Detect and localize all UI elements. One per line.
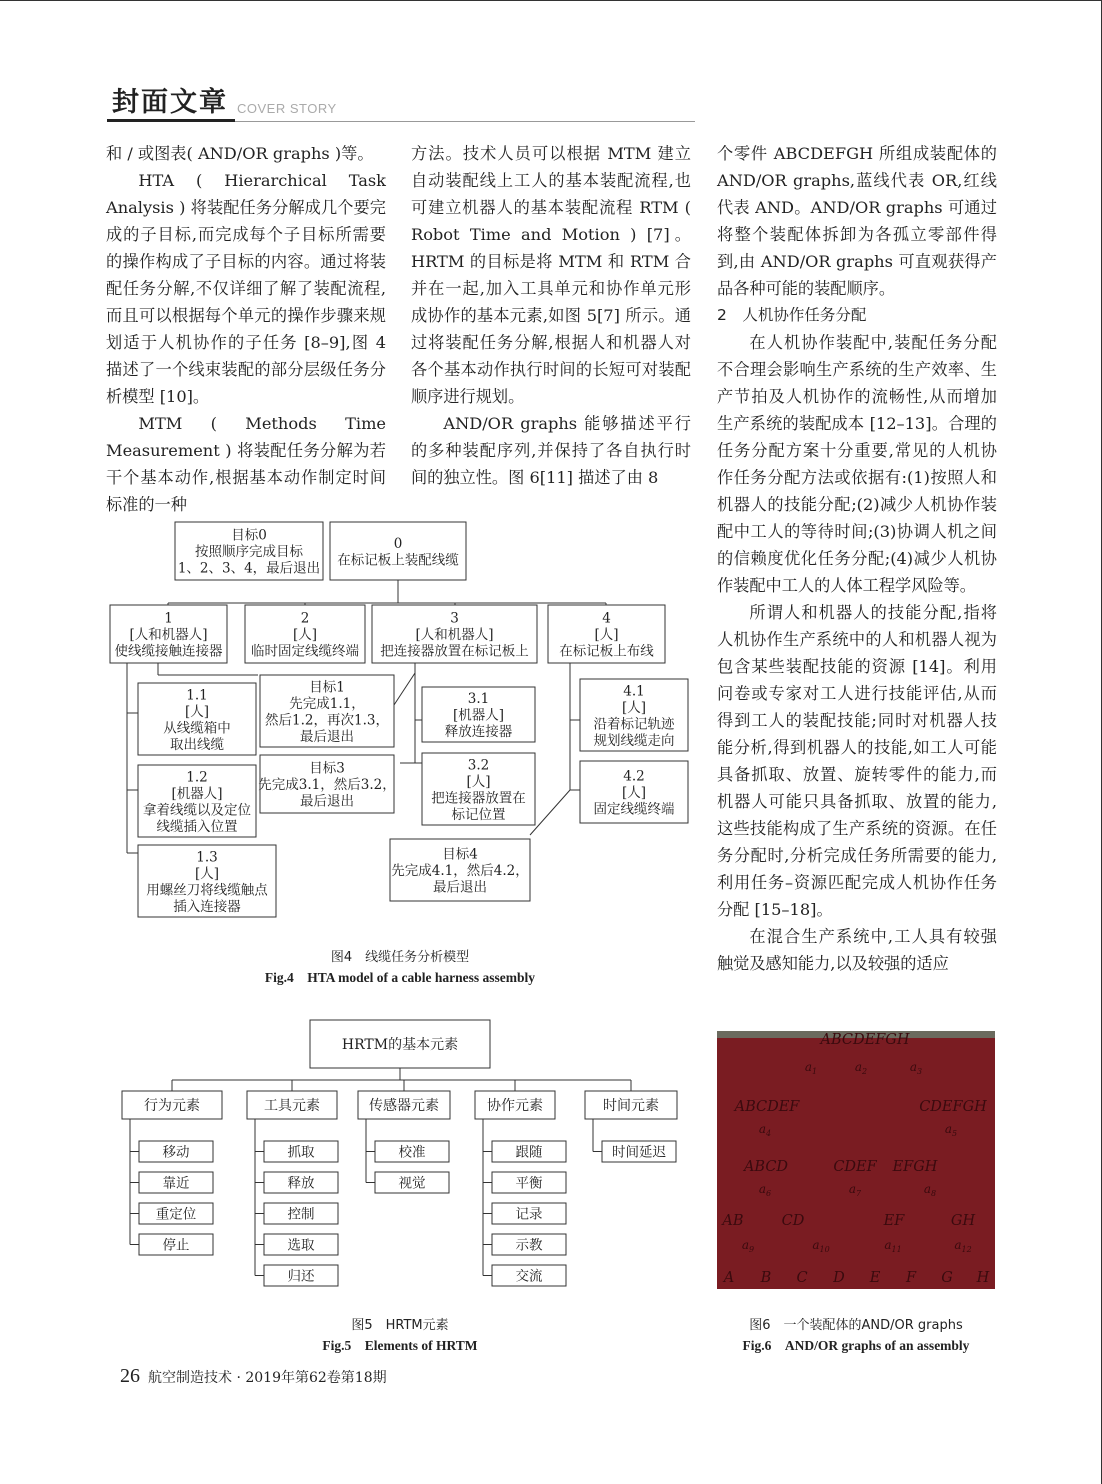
fig6-label: $a_8$ (923, 1182, 937, 1198)
section-subtitle: COVER STORY (237, 101, 337, 116)
fig5-item-label: 控制 (287, 1206, 315, 1223)
fig4-node-text: [人] (466, 773, 491, 790)
fig5-item-label: 时间延迟 (612, 1144, 666, 1161)
fig6-label: $a_4$ (758, 1122, 772, 1138)
fig5-item-label: 跟随 (515, 1144, 543, 1161)
fig4-node-text: 拿着线缆以及定位 (143, 802, 251, 819)
fig4-node-text: [人] (594, 627, 619, 643)
fig5-caption-cn: 图5 HRTM元素 (351, 1318, 449, 1333)
fig6-label: D (833, 1270, 845, 1286)
fig4-node-text: 3 (450, 610, 459, 627)
fig6-label: CD (781, 1213, 805, 1229)
fig4-node-text: 3.2 (467, 757, 490, 774)
fig5-category-label: 行为元素 (144, 1098, 200, 1114)
fig4-node-text: 4.2 (623, 768, 645, 785)
fig6-and-or-graph (717, 1031, 995, 1289)
fig4-node-text: 线缆插入位置 (156, 818, 238, 835)
fig4-node-text: [机器人] (452, 707, 505, 724)
fig5-caption-en: Fig.5 Elements of HRTM (322, 1338, 478, 1353)
fig5-category-label: 协作元素 (487, 1098, 543, 1114)
fig4-node-text: 释放连接器 (444, 724, 513, 740)
fig4-node-text: 取出线缆 (170, 736, 224, 753)
fig6-label: GH (950, 1213, 976, 1229)
fig6-label: EF (883, 1213, 905, 1229)
fig4-node-text: 4 (602, 610, 611, 627)
column-1 (106, 140, 386, 518)
fig4-node-text: 1.2 (186, 769, 208, 786)
fig4-node-text: 先完成1.1， (289, 695, 365, 712)
fig4-node-text: [人] (621, 699, 647, 716)
fig5-item-label: 靠近 (162, 1175, 190, 1192)
fig6-label: $a_5$ (944, 1122, 958, 1138)
fig5-item-label: 视觉 (398, 1175, 426, 1192)
fig4-node-text: 沿着标记轨迹 (593, 716, 675, 733)
fig6-label: G (941, 1270, 953, 1286)
paragraph: MTM ( Methods Time Measurement ) 将装配任务分解为若干个基本动作,根据基本动作制定时间标准的一种 (106, 414, 386, 514)
fig4-node-text: [人] (184, 703, 210, 720)
paragraph: 方法。技术人员可以根据 MTM 建立自动装配线上工人的基本装配流程,也可建立机器人的基本装配流程 RTM ( Robot Time and Motion ) [7]。HRTM 的目标是将 MTM 和 RTM 合并在一起,加入工具单元和协作单元形成协作的基本元素,如图 5[7] 所示。通过将装配任务分解,根据人和机器人对各个基本动作执行时间的长短可对装配顺序进行规划。 (411, 144, 691, 406)
fig4-node-text: 先完成3.1，然后3.2， (258, 777, 396, 793)
fig6-label: $a_9$ (741, 1238, 755, 1254)
fig4-node-text: 使线缆接触连接器 (114, 643, 223, 660)
header-rule (107, 119, 235, 122)
fig4-node-text: 最后退出 (300, 793, 354, 810)
fig4-node-text: 在标记板上装配线缆 (337, 552, 459, 569)
fig6-label: $a_{11}$ (884, 1238, 902, 1254)
column-2 (411, 140, 691, 491)
fig6-label: $a_{12}$ (954, 1238, 972, 1254)
column-3 (717, 140, 997, 977)
fig4-caption-en: Fig.4 HTA model of a cable harness assembly (264, 970, 536, 985)
section-title: 封面文章 (112, 87, 228, 118)
fig6-label: F (905, 1270, 917, 1286)
fig5-item-label: 交流 (515, 1268, 543, 1285)
fig5-item-label: 选取 (287, 1237, 315, 1254)
header-rule-thin (235, 121, 695, 122)
fig6-label: $a_6$ (758, 1182, 772, 1198)
fig6-caption-cn: 图6 一个装配体的AND/OR graphs (749, 1318, 963, 1333)
fig4-node-text: 1、2、3、4，最后退出 (177, 560, 321, 577)
fig4-node-text: 1.3 (196, 849, 218, 866)
fig5-item-label: 停止 (162, 1237, 190, 1254)
fig4-node-text: 1.1 (186, 687, 208, 704)
fig5-item-label: 归还 (287, 1268, 315, 1285)
fig4-node-text: 目标0 (231, 527, 267, 544)
paragraph: AND/OR graphs 能够描述平行的多种装配序列,并保持了各自执行时间的独立性。图 6[11] 描述了由 8 (411, 414, 691, 487)
fig6-label: EFGH (892, 1159, 938, 1175)
fig4-hta-diagram (100, 515, 700, 935)
paragraph: HTA ( Hierarchical Task Analysis ) 将装配任务分解成几个要完成的子目标,而完成每个子目标所需要的操作构成了子目标的内容。通过将装配任务分解,不仅详细了解了装配流程,而且可以根据每个单元的操作步骤来规划适于人机协作的子任务 [8–9],图 4 描述了一个线束装配的部分层级任务分析模型 [10]。 (106, 171, 386, 406)
fig4-node-text: 用螺丝刀将线缆触点 (146, 882, 268, 899)
fig4-node-text: 从线缆箱中 (163, 720, 231, 737)
fig5-item-label: 抓取 (287, 1144, 315, 1161)
fig4-node-text: 4.1 (623, 683, 645, 700)
fig5-category-label: 工具元素 (264, 1098, 320, 1114)
fig4-node-text: [机器人] (171, 785, 223, 802)
page-number: 26 (120, 1365, 140, 1387)
fig5-item-label: 重定位 (155, 1206, 197, 1223)
fig4-node-text: 在标记板上布线 (559, 643, 654, 660)
fig4-node-text: [人] (292, 627, 318, 643)
fig5-item-label: 释放 (287, 1175, 315, 1192)
fig4-node-text: 目标1 (309, 679, 345, 696)
paragraph: 在混合生产系统中,工人具有较强触觉及感知能力,以及较强的适应 (717, 927, 997, 973)
fig4-node-text: [人] (194, 865, 220, 882)
fig4-node-text: 0 (393, 535, 403, 552)
fig5-item-label: 平衡 (515, 1175, 543, 1192)
fig4-node-text: 按照顺序完成目标 (195, 544, 303, 560)
fig4-node-text: [人和机器人] (415, 627, 494, 643)
fig5-item-label: 校准 (398, 1144, 426, 1161)
fig6-caption-en: Fig.6 AND/OR graphs of an assembly (742, 1338, 970, 1353)
fig4-node-text: 固定线缆终端 (593, 801, 675, 818)
journal-info: 航空制造技术 · 2019年第62卷第18期 (148, 1370, 387, 1386)
fig4-node-text: 然后1.2，再次1.3， (265, 712, 389, 729)
section-heading: 2 人机协作任务分配 (717, 306, 867, 324)
fig4-node-text: 插入连接器 (173, 898, 241, 915)
fig6-label: ABCD (743, 1159, 789, 1175)
fig6-label: E (869, 1270, 881, 1286)
fig5-item-label: 移动 (162, 1144, 190, 1161)
fig4-node-text: 2 (300, 610, 310, 627)
fig4-node-text: [人] (621, 785, 647, 801)
fig5-category-label: 时间元素 (603, 1098, 659, 1114)
fig4-node-text: 最后退出 (300, 728, 354, 745)
fig6-label: $a_7$ (848, 1182, 862, 1198)
fig6-label: CDEFGH (919, 1099, 987, 1115)
fig4-node-text: 1 (164, 610, 173, 627)
fig4-node-text: 目标4 (442, 846, 478, 863)
fig6-label: ABCDEFGH (820, 1032, 910, 1048)
fig6-label: $a_{10}$ (812, 1238, 830, 1254)
fig4-node-text: 规划线缆走向 (593, 732, 675, 749)
fig4-node-text: 最后退出 (433, 879, 487, 896)
fig5-root-label: HRTM的基本元素 (341, 1037, 459, 1053)
fig4-node-text: 先完成4.1，然后4.2， (391, 863, 529, 879)
fig6-label: AB (722, 1213, 744, 1229)
fig5-item-label: 记录 (515, 1206, 543, 1223)
fig6-label: C (796, 1270, 808, 1286)
fig6-label: B (760, 1270, 772, 1286)
fig6-label: H (976, 1270, 990, 1286)
fig5-category-label: 传感器元素 (369, 1098, 439, 1114)
fig4-node-text: [人和机器人] (129, 627, 208, 643)
paragraph: 所谓人和机器人的技能分配,指将人机协作生产系统中的人和机器人视为包含某些装配技能的资源 [14]。利用问卷或专家对工人进行技能评估,从而得到工人的装配技能;同时对机器人技能分析,得到机器人的技能,如工人可能具备抓取、放置、旋转零件的能力,而机器人可能只具备抓取、放置的能力,这些技能构成了生产系统的资源。在任务分配时,分析完成任务所需要的能力,利用任务–资源匹配完成人机协作任务分配 [15–18]。 (717, 603, 997, 919)
paragraph: 和 / 或图表( AND/OR graphs )等。 (106, 144, 374, 163)
fig6-label: A (723, 1270, 735, 1286)
fig4-node-text: 把连接器放置在标记板上 (380, 643, 529, 660)
fig6-label: $a_1$ (804, 1060, 818, 1076)
fig5-item-label: 示教 (515, 1237, 543, 1254)
fig6-label: $a_3$ (909, 1060, 923, 1076)
fig4-caption-cn: 图4 线缆任务分析模型 (330, 950, 470, 965)
fig5-hrtm-diagram (110, 1015, 700, 1295)
fig4-node-text: 3.1 (467, 691, 490, 707)
fig4-node-text: 标记位置 (451, 806, 506, 823)
fig6-label: $a_2$ (854, 1060, 868, 1076)
page-footer (120, 1365, 387, 1388)
fig4-node-text: 把连接器放置在 (431, 790, 526, 807)
top-border (0, 0, 1102, 1)
fig4-node-text: 临时固定线缆终端 (251, 643, 359, 660)
paragraph: 个零件 ABCDEFGH 所组成装配体的 AND/OR graphs,蓝线代表 OR,红线代表 AND。AND/OR graphs 可通过将整个装配体拆卸为各孤立零部件得到,由 AND/OR graphs 可直观获得产品各种可能的装配顺序。 (717, 144, 997, 298)
fig4-node-text: 目标3 (309, 760, 345, 777)
fig6-label: ABCDEF (734, 1099, 800, 1115)
fig6-label: CDEF (833, 1159, 877, 1175)
paragraph: 在人机协作装配中,装配任务分配不合理会影响生产系统的生产效率、生产节拍及人机协作的流畅性,从而增加生产系统的装配成本 [12–13]。合理的任务分配方案十分重要,常见的人机协作任务分配方法或依据有:(1)按照人和机器人的技能分配;(2)减少人机协作装配中工人的等待时间;(3)协调人机之间的信赖度优化任务分配;(4)减少人机协作装配中工人的人体工程学风险等。 (717, 333, 997, 595)
